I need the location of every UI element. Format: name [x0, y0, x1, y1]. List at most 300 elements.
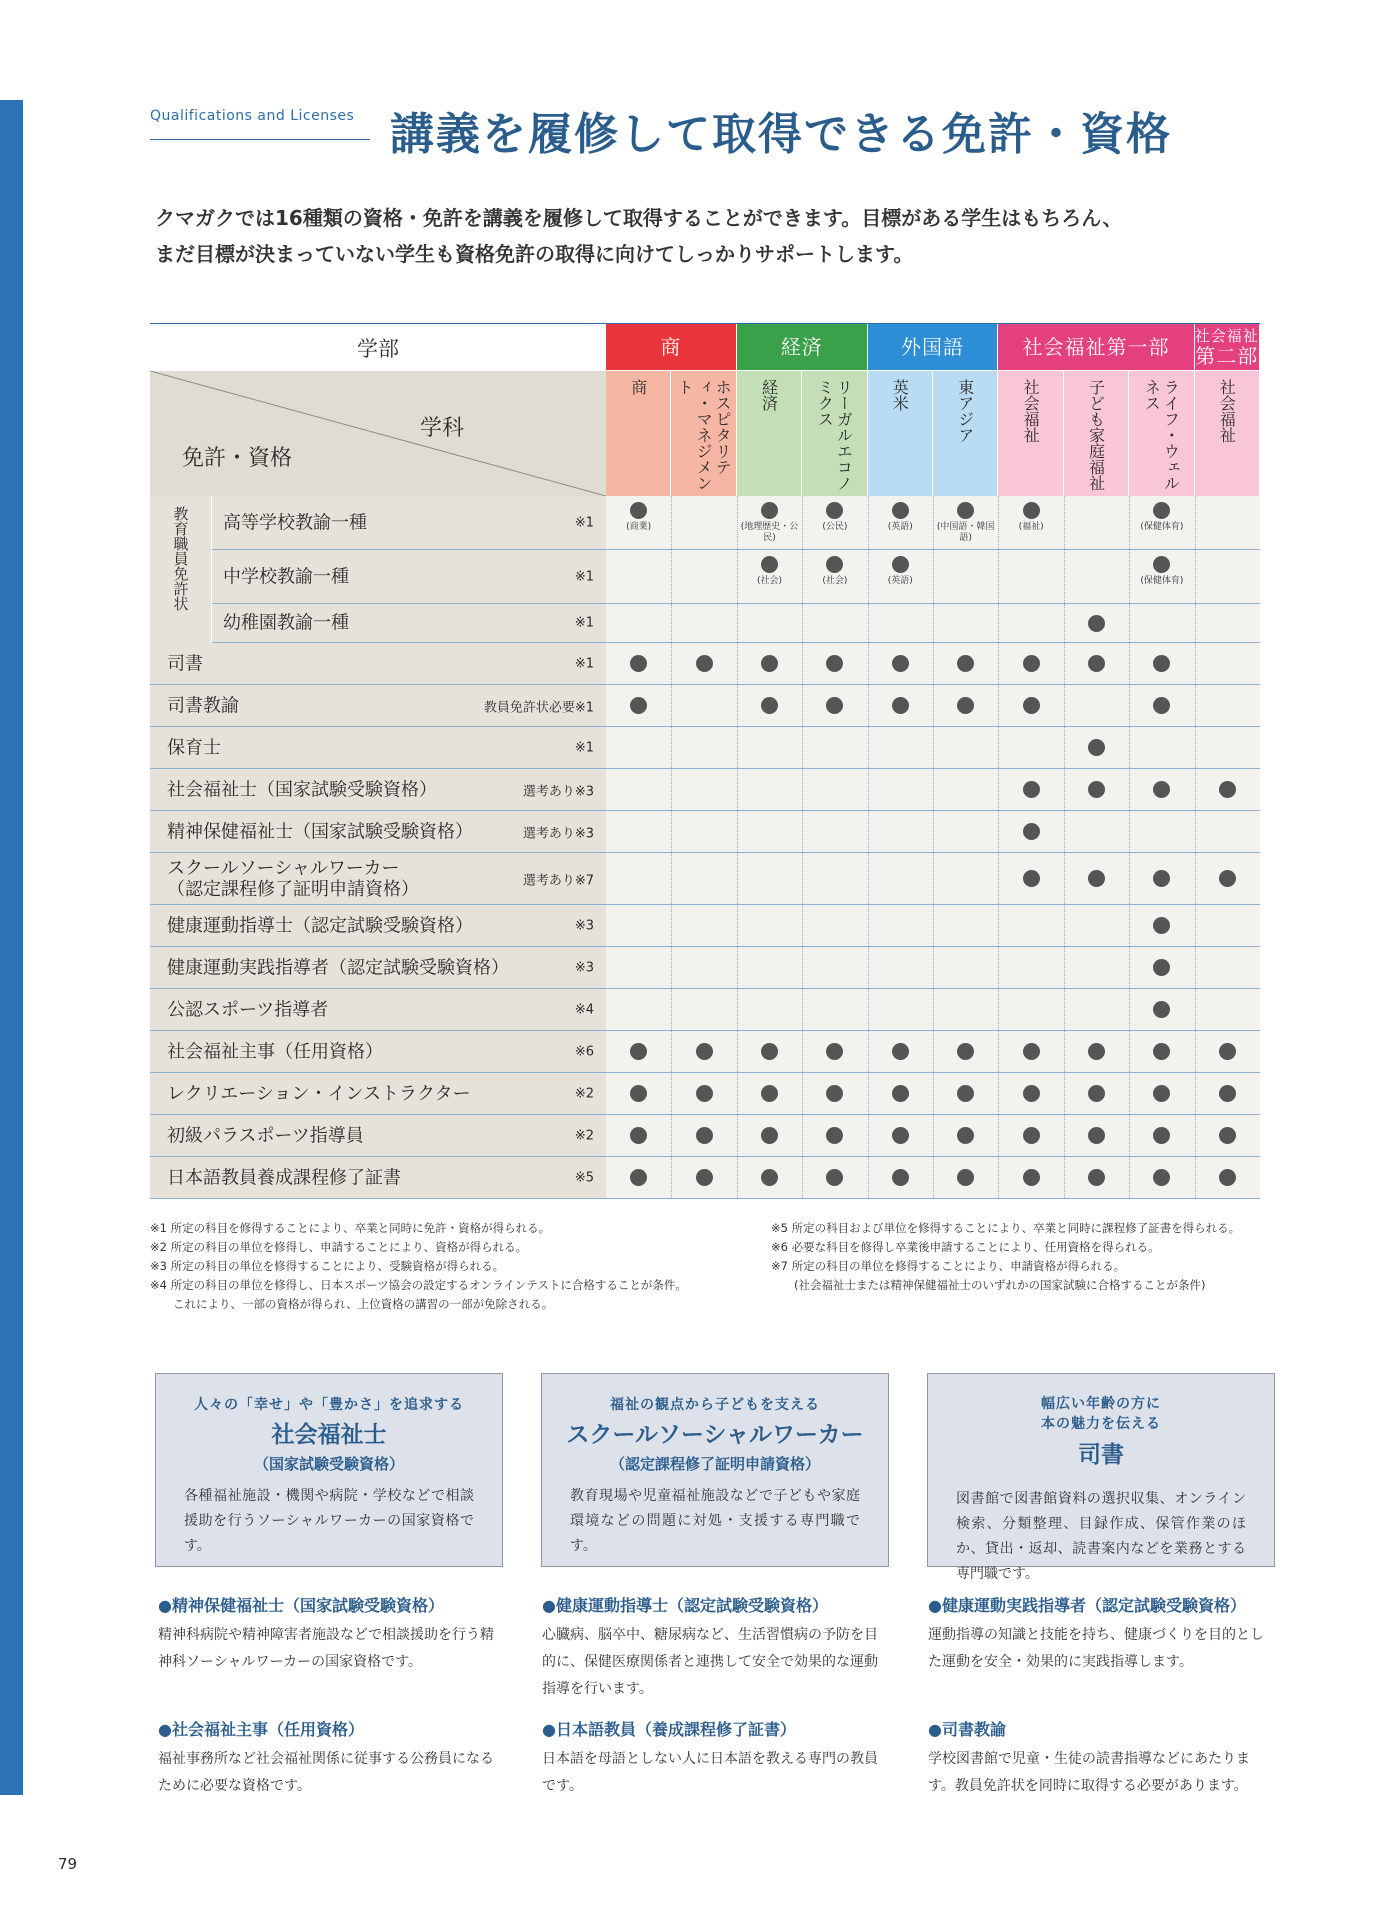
qualification-name-line: （認定課程修了証明申請資格）	[167, 878, 419, 900]
department-header	[737, 371, 802, 496]
table-row	[150, 1031, 1260, 1073]
column-divider	[671, 989, 672, 1030]
subject-caption: (保健体育)	[1140, 576, 1184, 586]
row-label-cell	[150, 989, 606, 1030]
box-kicker	[928, 1394, 1274, 1434]
column-divider	[671, 769, 672, 810]
availability-mark	[1023, 781, 1040, 798]
row-label-cell	[150, 947, 606, 988]
availability-mark	[892, 1169, 909, 1186]
availability-mark	[1219, 1085, 1236, 1102]
column-divider	[737, 727, 738, 768]
availability-mark	[892, 1127, 909, 1144]
row-note: 教員免許状必要※1	[483, 700, 594, 715]
availability-mark	[826, 655, 843, 672]
column-divider	[933, 1115, 934, 1156]
column-divider	[933, 769, 934, 810]
availability-mark	[1153, 655, 1170, 672]
column-divider	[1129, 769, 1130, 810]
availability-mark	[761, 1169, 778, 1186]
table-row	[150, 905, 1260, 947]
row-note: 選考あり※3	[522, 784, 594, 799]
box-title: 司書	[1078, 1442, 1124, 1468]
box-kicker-line: 幅広い年齢の方に	[1041, 1396, 1161, 1412]
availability-mark	[1088, 1169, 1105, 1186]
column-divider	[802, 1031, 803, 1072]
column-divider	[998, 1031, 999, 1072]
column-divider	[1195, 604, 1196, 642]
availability-mark	[761, 1043, 778, 1060]
column-divider	[998, 905, 999, 946]
faculty-header: 商	[606, 324, 736, 370]
qualification-name: 司書教諭	[167, 695, 239, 716]
row-note: ※6	[574, 1044, 594, 1059]
row-note: 選考あり※3	[522, 826, 594, 841]
footnote: ※1 所定の科目を修得することにより、卒業と同時に免許・資格が得られる。	[150, 1221, 551, 1235]
column-divider	[933, 1031, 934, 1072]
bullet-item	[542, 1593, 887, 1703]
column-divider	[1195, 1157, 1196, 1198]
column-divider	[868, 905, 869, 946]
qualification-header-label: 免許・資格	[182, 446, 293, 471]
box-title: スクールソーシャルワーカー	[566, 1422, 864, 1448]
row-label-cell	[150, 685, 606, 726]
availability-mark	[1153, 1085, 1170, 1102]
column-divider	[671, 643, 672, 684]
feature-box-school-social-worker	[541, 1373, 889, 1567]
column-divider	[802, 989, 803, 1030]
subject-caption: (中国語・韓国語)	[936, 522, 995, 543]
availability-mark	[1088, 781, 1105, 798]
row-mark-cells	[606, 1157, 1260, 1198]
table-row	[150, 989, 1260, 1031]
column-divider	[737, 1031, 738, 1072]
availability-mark	[630, 1169, 647, 1186]
faculty-header	[1195, 324, 1259, 370]
qualification-name: 保育士	[167, 737, 221, 758]
column-divider	[998, 989, 999, 1030]
column-divider	[998, 604, 999, 642]
row-mark-cells	[606, 1031, 1260, 1072]
table-row	[150, 947, 1260, 989]
column-divider	[1064, 685, 1065, 726]
column-divider	[868, 769, 869, 810]
column-divider	[1195, 905, 1196, 946]
column-divider	[802, 604, 803, 642]
department-header	[1064, 371, 1129, 496]
column-divider	[933, 811, 934, 852]
qualification-name: 公認スポーツ指導者	[167, 999, 329, 1020]
column-divider	[802, 811, 803, 852]
availability-mark	[1219, 1043, 1236, 1060]
availability-mark	[826, 502, 843, 519]
availability-mark	[696, 1043, 713, 1060]
column-divider	[1195, 769, 1196, 810]
availability-mark	[1153, 781, 1170, 798]
column-divider	[671, 604, 672, 642]
column-divider	[671, 550, 672, 603]
column-divider	[1195, 811, 1196, 852]
column-divider	[933, 643, 934, 684]
column-divider	[868, 685, 869, 726]
teaching-license-text: 教育職員免許状	[171, 506, 190, 611]
column-divider	[1129, 989, 1130, 1030]
table-row	[150, 769, 1260, 811]
box-subtitle: （国家試験受験資格）	[253, 1455, 404, 1473]
availability-mark	[957, 1169, 974, 1186]
qualification-name: 精神保健福祉士（国家試験受験資格）	[167, 821, 473, 842]
footnote: ※4 所定の科目の単位を修得し、日本スポーツ協会の設定するオンラインテストに合格することが条件。	[150, 1278, 687, 1292]
availability-mark	[957, 1127, 974, 1144]
bullet-item	[542, 1717, 887, 1800]
availability-mark	[1023, 502, 1040, 519]
qualification-name: 幼稚園教諭一種	[223, 612, 349, 634]
column-divider	[1064, 769, 1065, 810]
availability-mark	[1088, 1043, 1105, 1060]
column-divider	[1064, 550, 1065, 603]
footnote: (社会福祉士または精神保健福祉士のいずれかの国家試験に合格することが条件)	[771, 1278, 1206, 1292]
column-divider	[933, 685, 934, 726]
availability-mark	[1219, 870, 1236, 887]
availability-mark	[892, 556, 909, 573]
qualification-table	[150, 323, 1260, 1188]
qualification-name: 健康運動指導士（認定試験受験資格）	[167, 915, 473, 936]
row-note: ※3	[574, 918, 594, 933]
availability-mark	[696, 655, 713, 672]
row-mark-cells	[606, 811, 1260, 852]
subject-caption: (社会)	[822, 576, 848, 586]
availability-mark	[1023, 1085, 1040, 1102]
column-divider	[737, 1157, 738, 1198]
subject-caption: (英語)	[887, 522, 913, 532]
column-divider	[802, 685, 803, 726]
availability-mark	[1023, 655, 1040, 672]
column-divider	[998, 685, 999, 726]
department-header	[868, 371, 933, 496]
availability-mark	[1153, 917, 1170, 934]
bullet-heading: ●日本語教員（養成課程修了証書）	[542, 1720, 796, 1739]
row-note: ※1	[574, 515, 594, 530]
column-divider	[737, 769, 738, 810]
availability-mark	[696, 1085, 713, 1102]
column-divider	[1064, 947, 1065, 988]
column-divider	[933, 947, 934, 988]
availability-mark	[761, 502, 778, 519]
table-row	[150, 643, 1260, 685]
table-row	[150, 1157, 1260, 1199]
column-divider	[737, 989, 738, 1030]
lead-line: クマガクでは16種類の資格・免許を講義を履修して取得することができます。目標がある学生はもちろん、	[155, 206, 1123, 230]
column-divider	[933, 550, 934, 603]
row-mark-cells	[606, 685, 1260, 726]
column-divider	[671, 947, 672, 988]
column-divider	[998, 550, 999, 603]
department-header	[671, 371, 736, 496]
column-divider	[1064, 496, 1065, 549]
bullet-item	[158, 1593, 503, 1676]
qualification-name	[167, 858, 419, 900]
column-divider	[868, 727, 869, 768]
qualification-name: 健康運動実践指導者（認定試験受験資格）	[167, 957, 509, 978]
box-title: 社会福祉士	[271, 1422, 387, 1448]
availability-mark	[957, 1085, 974, 1102]
column-divider	[868, 947, 869, 988]
column-divider	[671, 496, 672, 549]
column-divider	[998, 727, 999, 768]
availability-mark	[892, 697, 909, 714]
availability-mark	[1088, 739, 1105, 756]
column-divider	[1195, 685, 1196, 726]
lead-line: まだ目標が決まっていない学生も資格免許の取得に向けてしっかりサポートします。	[155, 242, 914, 266]
column-divider	[802, 947, 803, 988]
column-divider	[671, 1073, 672, 1114]
column-divider	[1129, 727, 1130, 768]
availability-mark	[826, 1169, 843, 1186]
bullet-item	[928, 1593, 1273, 1676]
availability-mark	[630, 655, 647, 672]
table-row	[150, 853, 1260, 905]
column-divider	[1129, 1115, 1130, 1156]
qualification-name: レクリエーション・インストラクター	[167, 1083, 471, 1104]
availability-mark	[1153, 502, 1170, 519]
lead-text	[155, 200, 1265, 272]
column-divider	[737, 604, 738, 642]
subject-caption: (地理歴史・公民)	[740, 522, 799, 543]
availability-mark	[1023, 870, 1040, 887]
column-divider	[1195, 496, 1196, 549]
column-divider	[933, 727, 934, 768]
row-mark-cells	[606, 643, 1260, 684]
teaching-license-group-label	[150, 496, 212, 643]
bullet-heading: ●司書教諭	[928, 1720, 1006, 1739]
column-divider	[1064, 989, 1065, 1030]
bullet-heading: ●社会福祉主事（任用資格）	[158, 1720, 364, 1739]
table-row	[150, 550, 1260, 604]
diagonal-header-cell	[150, 371, 606, 496]
bullet-body: 精神科病院や精神障害者施設などで相談援助を行う精神科ソーシャルワーカーの国家資格です。	[158, 1627, 494, 1670]
diagonal-line	[150, 371, 606, 496]
bullet-body: 運動指導の知識と技能を持ち、健康づくりを目的とした運動を安全・効果的に実践指導します。	[928, 1627, 1264, 1670]
column-divider	[1064, 643, 1065, 684]
column-divider	[1064, 604, 1065, 642]
column-divider	[1064, 1115, 1065, 1156]
qualification-name: 中学校教諭一種	[223, 566, 349, 587]
row-note: ※5	[574, 1170, 594, 1185]
department-name: 社会福祉	[1021, 379, 1041, 443]
column-divider	[802, 643, 803, 684]
column-divider	[1129, 604, 1130, 642]
bullet-body: 心臓病、脳卒中、糖尿病など、生活習慣病の予防を目的に、保健医療関係者と連携して安全で効果的な運動指導を行います。	[542, 1627, 878, 1697]
side-accent-bar	[0, 100, 23, 1795]
column-divider	[1129, 947, 1130, 988]
column-divider	[868, 1157, 869, 1198]
availability-mark	[957, 655, 974, 672]
column-divider	[1129, 643, 1130, 684]
column-divider	[868, 1115, 869, 1156]
column-divider	[1195, 947, 1196, 988]
row-label-cell	[150, 1115, 606, 1156]
column-divider	[1195, 1073, 1196, 1114]
row-label-cell	[150, 853, 606, 904]
footnote: ※5 所定の科目および単位を修得することにより、卒業と同時に課程修了証書を得られる。	[771, 1221, 1241, 1235]
column-divider	[868, 1031, 869, 1072]
availability-mark	[630, 1043, 647, 1060]
availability-mark	[761, 1085, 778, 1102]
row-label-cell	[150, 905, 606, 946]
availability-mark	[1088, 1127, 1105, 1144]
row-label-cell	[150, 769, 606, 810]
availability-mark	[1088, 655, 1105, 672]
table-row	[150, 685, 1260, 727]
subject-caption: (保健体育)	[1140, 522, 1184, 532]
row-mark-cells	[606, 769, 1260, 810]
column-divider	[868, 853, 869, 904]
column-divider	[1064, 811, 1065, 852]
department-name: 経済	[759, 379, 779, 411]
faculty-header: 外国語	[868, 324, 998, 370]
feature-box-librarian	[927, 1373, 1275, 1582]
department-name: ライフ・ウェルネス	[1142, 379, 1181, 491]
bullet-heading: ●健康運動実践指導者（認定試験受験資格）	[928, 1596, 1246, 1615]
column-divider	[933, 604, 934, 642]
column-divider	[737, 811, 738, 852]
bullet-body: 福祉事務所など社会福祉関係に従事する公務員になるために必要な資格です。	[158, 1751, 494, 1794]
department-header	[802, 371, 867, 496]
column-divider	[998, 1157, 999, 1198]
qualification-name: 高等学校教諭一種	[223, 512, 367, 533]
availability-mark	[1219, 1127, 1236, 1144]
column-divider	[868, 989, 869, 1030]
department-name: 子ども家庭福祉	[1086, 379, 1106, 491]
availability-mark	[1153, 1043, 1170, 1060]
availability-mark	[1153, 1001, 1170, 1018]
row-mark-cells	[606, 550, 1260, 603]
column-divider	[1129, 905, 1130, 946]
row-mark-cells	[606, 496, 1260, 549]
row-label-cell	[150, 643, 606, 684]
bullet-item	[928, 1717, 1273, 1800]
table-row	[150, 604, 1260, 643]
column-divider	[998, 769, 999, 810]
availability-mark	[892, 1043, 909, 1060]
subtitle-underline	[150, 139, 370, 140]
availability-mark	[957, 502, 974, 519]
availability-mark	[1023, 1043, 1040, 1060]
box-kicker: 人々の「幸せ」や「豊かさ」を追求する	[194, 1397, 464, 1413]
box-body: 教育現場や児童福祉施設などで子どもや家庭環境などの問題に対処・支援する専門職です。	[570, 1488, 860, 1554]
row-note: ※1	[574, 615, 594, 631]
bullet-body: 学校図書館で児童・生徒の読書指導などにあたります。教員免許状を同時に取得する必要があります。	[928, 1751, 1250, 1794]
department-header	[998, 371, 1063, 496]
availability-mark	[892, 502, 909, 519]
row-label-cell	[150, 1073, 606, 1114]
column-divider	[1129, 811, 1130, 852]
column-divider	[1195, 1115, 1196, 1156]
bullet-heading: ●健康運動指導士（認定試験受験資格）	[542, 1596, 828, 1615]
table-row	[150, 1115, 1260, 1157]
availability-mark	[1088, 615, 1105, 632]
column-divider	[671, 685, 672, 726]
row-label-cell	[150, 727, 606, 768]
column-divider	[802, 1157, 803, 1198]
availability-mark	[630, 502, 647, 519]
column-divider	[802, 1073, 803, 1114]
box-body: 各種福祉施設・機関や病院・学校などで相談援助を行うソーシャルワーカーの国家資格です。	[184, 1488, 474, 1554]
row-note: ※1	[574, 656, 594, 671]
qualification-name: 司書	[167, 653, 203, 674]
footnote: ※6 必要な科目を修得し卒業後申請することにより、任用資格を得られる。	[771, 1240, 1160, 1254]
row-mark-cells	[606, 727, 1260, 768]
qualification-name-line: スクールソーシャルワーカー	[167, 857, 400, 879]
column-divider	[671, 1031, 672, 1072]
availability-mark	[826, 1127, 843, 1144]
availability-mark	[696, 1169, 713, 1186]
column-divider	[998, 853, 999, 904]
availability-mark	[630, 1085, 647, 1102]
availability-mark	[696, 1127, 713, 1144]
subject-caption: (英語)	[887, 576, 913, 586]
column-divider	[1195, 853, 1196, 904]
footnote: ※7 所定の科目の単位を修得することにより、申請資格が得られる。	[771, 1259, 1126, 1273]
box-kicker: 福祉の観点から子どもを支える	[610, 1397, 820, 1413]
box-kicker-line: 本の魅力を伝える	[1041, 1416, 1161, 1432]
row-note: ※1	[574, 740, 594, 755]
faculty-header-line: 第二部	[1195, 343, 1259, 368]
column-divider	[802, 853, 803, 904]
column-divider	[1195, 550, 1196, 603]
page-title: 講義を履修して取得できる免許・資格	[390, 109, 1172, 160]
availability-mark	[1219, 1169, 1236, 1186]
box-body: 図書館で図書館資料の選択収集、オンライン検索、分類整理、目録作成、保管作業のほか、貸出・返却、読書案内などを業務とする専門職です。	[956, 1491, 1246, 1582]
row-label-cell	[150, 496, 606, 549]
column-divider	[671, 727, 672, 768]
column-divider	[1129, 853, 1130, 904]
faculty-header: 経済	[737, 324, 867, 370]
column-divider	[933, 989, 934, 1030]
department-name: ホスピタリティ・マネジメント	[675, 379, 733, 491]
page-number: 79	[58, 1855, 78, 1873]
column-divider	[1064, 905, 1065, 946]
row-mark-cells	[606, 1115, 1260, 1156]
availability-mark	[1023, 1127, 1040, 1144]
footnote: これにより、一部の資格が得られ、上位資格の講習の一部が免除される。	[150, 1297, 554, 1311]
footnotes-left	[150, 1219, 687, 1314]
subject-caption: (福祉)	[1018, 522, 1044, 532]
availability-mark	[1153, 697, 1170, 714]
footnote: ※2 所定の科目の単位を修得し、申請することにより、資格が得られる。	[150, 1240, 528, 1254]
column-divider	[1129, 1073, 1130, 1114]
row-mark-cells	[606, 905, 1260, 946]
availability-mark	[826, 556, 843, 573]
column-divider	[868, 1073, 869, 1114]
column-divider	[1064, 853, 1065, 904]
column-divider	[1195, 643, 1196, 684]
department-name: 商	[628, 379, 648, 395]
row-label-cell	[150, 1157, 606, 1198]
availability-mark	[1023, 1169, 1040, 1186]
column-divider	[998, 1073, 999, 1114]
box-subtitle: （認定課程修了証明申請資格）	[609, 1455, 820, 1473]
bullet-body: 日本語を母語としない人に日本語を教える専門の教員です。	[542, 1751, 878, 1794]
feature-box-social-worker	[155, 1373, 503, 1567]
availability-mark	[892, 655, 909, 672]
column-divider	[671, 853, 672, 904]
footnotes-right	[771, 1219, 1240, 1295]
row-label-cell	[150, 604, 606, 642]
column-divider	[737, 853, 738, 904]
department-name: 東アジア	[955, 379, 975, 443]
department-header	[1195, 371, 1260, 496]
